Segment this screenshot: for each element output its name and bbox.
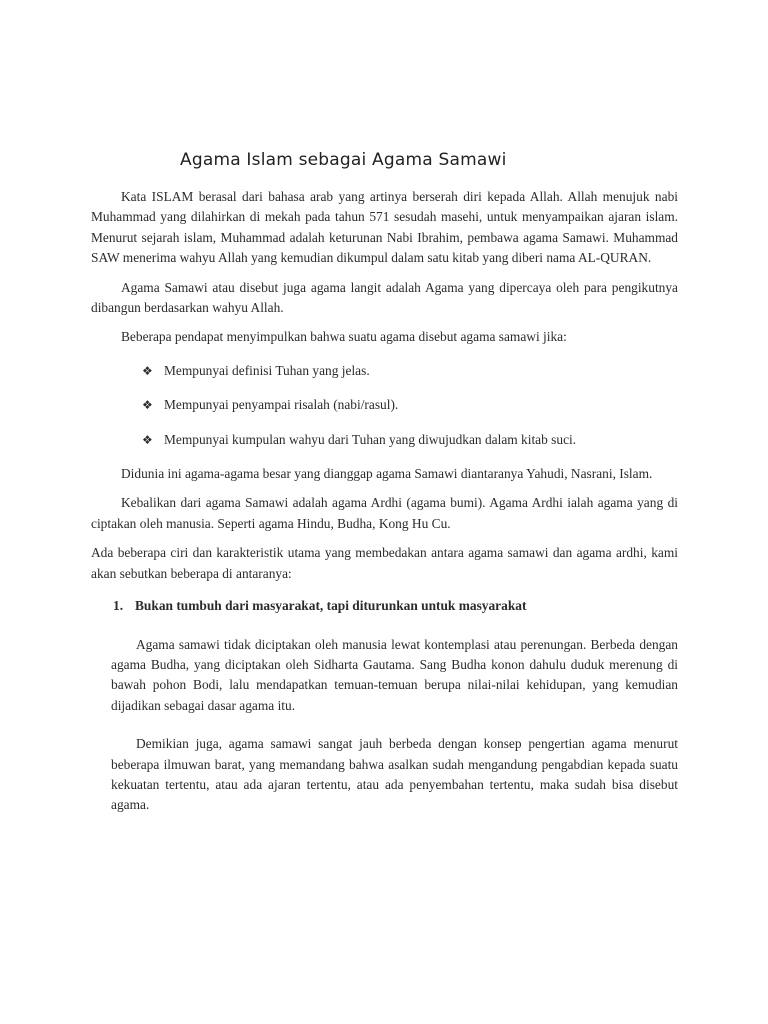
- list-item-text: Mempunyai kumpulan wahyu dari Tuhan yang diwujudkan dalam kitab suci.: [164, 431, 577, 447]
- diamond-bullet-icon: ❖: [142, 363, 153, 378]
- paragraph-samawi-examples: Didunia ini agama-agama besar yang dianggap agama Samawi diantaranya Yahudi, Nasrani, Islam.: [121, 466, 653, 482]
- criteria-list: [91, 361, 678, 450]
- list-item-text: Mempunyai penyampai risalah (nabi/rasul).: [164, 397, 399, 413]
- section-heading-text: Bukan tumbuh dari masyarakat, tapi diturunkan untuk masyarakat: [135, 598, 527, 614]
- section-heading: [113, 596, 678, 616]
- document-title: Agama Islam sebagai Agama Samawi: [180, 150, 507, 170]
- diamond-bullet-icon: ❖: [142, 398, 153, 413]
- section-body: [91, 635, 678, 816]
- list-item: [91, 361, 678, 381]
- list-item: [91, 430, 678, 450]
- paragraph-definition: Agama Samawi atau disebut juga agama langit adalah Agama yang dipercaya oleh para pengikutnya dibangun berdasarkan wahyu Allah.: [91, 279, 678, 316]
- list-item: [91, 395, 678, 415]
- paragraph-section-1a: Agama samawi tidak diciptakan oleh manusia lewat kontemplasi atau perenungan. Berbeda dengan agama Budha, yang diciptakan oleh Sidharta Gautama. Sang Budha konon dahulu duduk merenung di bawah pohon Bodi, lalu mendapatkan temuan-temuan berupa nilai-nilai kehidupan, yang kemudian dijadikan sebagai dasar agama itu.: [111, 636, 678, 713]
- list-item-text: Mempunyai definisi Tuhan yang jelas.: [164, 362, 370, 378]
- paragraph-section-1b: Demikian juga, agama samawi sangat jauh berbeda dengan konsep pengertian agama menurut beberapa ilmuwan barat, yang memandang bahwa asalkan sudah mengandung pengabdian kepada suatu kekuatan tertentu, atau ada ajaran tertentu, atau ada penyembahan tertentu, maka sudah bisa disebut agama.: [111, 736, 678, 813]
- paragraph-intro: Kata ISLAM berasal dari bahasa arab yang artinya berserah diri kepada Allah. Allah menujuk nabi Muhammad yang dilahirkan di mekah pada tahun 571 sesudah masehi, untuk menyampaikan ajaran islam. Menurut sejarah islam, Muhammad adalah keturunan Nabi Ibrahim, pembawa agama Samawi. Muhammad SAW menerima wahyu Allah yang kemudian dikumpul dalam satu kitab yang diberi nama AL-QURAN.: [91, 189, 678, 266]
- paragraph-criteria-intro: Beberapa pendapat menyimpulkan bahwa suatu agama disebut agama samawi jika:: [121, 329, 567, 345]
- diamond-bullet-icon: ❖: [142, 432, 153, 447]
- section-number: 1.: [113, 598, 124, 614]
- paragraph-characteristics: Ada beberapa ciri dan karakteristik utama yang membedakan antara agama samawi dan agama ardhi, kami akan sebutkan beberapa di antaranya:: [91, 545, 678, 581]
- paragraph-ardhi: Kebalikan dari agama Samawi adalah agama Ardhi (agama bumi). Agama Ardhi ialah agama yang di ciptakan oleh manusia. Seperti agama Hindu, Budha, Kong Hu Cu.: [91, 495, 678, 531]
- document-body: [91, 187, 678, 816]
